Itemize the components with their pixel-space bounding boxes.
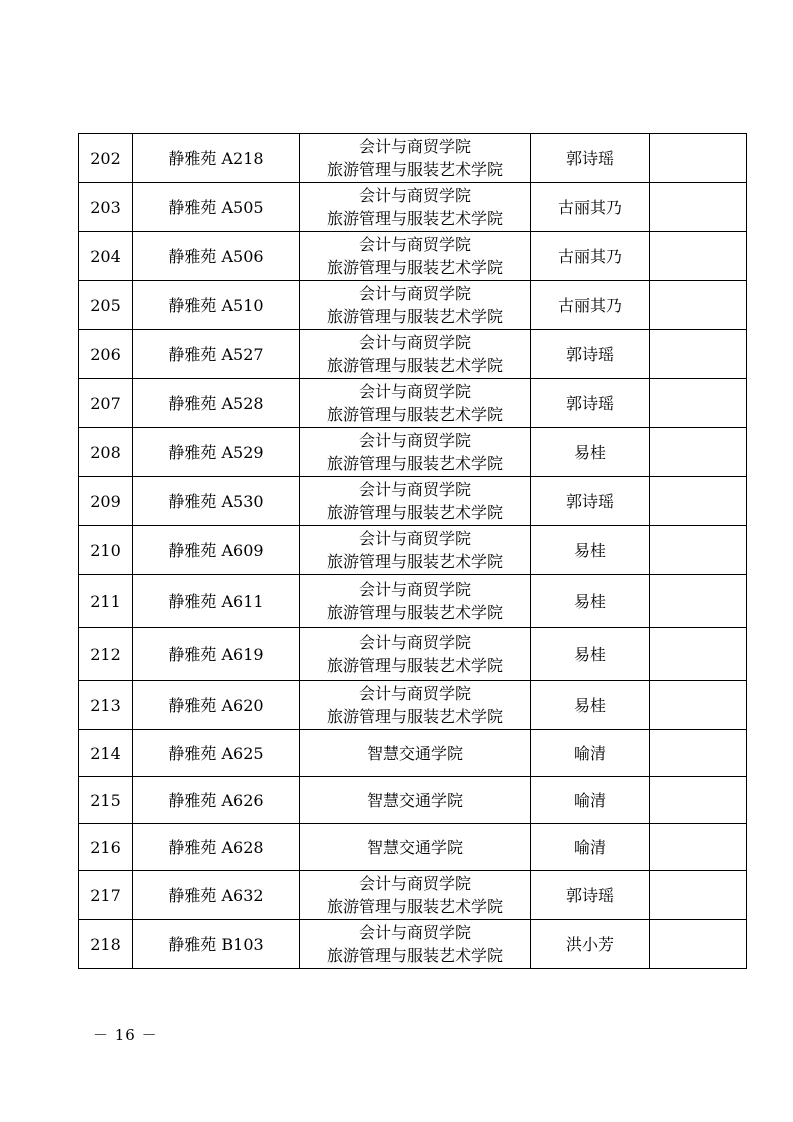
department-line: 会计与商贸学院 bbox=[358, 137, 471, 156]
department-line: 会计与商贸学院 bbox=[358, 874, 471, 893]
department-cell bbox=[300, 134, 531, 183]
department-line: 会计与商贸学院 bbox=[358, 923, 471, 942]
room-cell: 静雅苑 A626 bbox=[133, 777, 300, 824]
department-line: 旅游管理与服装艺术学院 bbox=[326, 503, 503, 522]
note-cell bbox=[650, 920, 747, 969]
dormitory-assignment-table bbox=[78, 133, 747, 969]
department-line: 智慧交通学院 bbox=[366, 790, 463, 810]
department-cell bbox=[300, 777, 531, 824]
room-cell: 静雅苑 A527 bbox=[133, 330, 300, 379]
person-cell: 古丽其乃 bbox=[531, 281, 650, 330]
table-row bbox=[79, 183, 747, 232]
row-number-cell: 206 bbox=[79, 330, 133, 379]
department-line: 旅游管理与服装艺术学院 bbox=[326, 552, 503, 571]
note-cell bbox=[650, 871, 747, 920]
row-number-cell: 204 bbox=[79, 232, 133, 281]
department-line: 旅游管理与服装艺术学院 bbox=[326, 603, 503, 622]
department-line: 旅游管理与服装艺术学院 bbox=[326, 258, 503, 277]
table-row bbox=[79, 730, 747, 777]
department-line: 会计与商贸学院 bbox=[358, 235, 471, 254]
person-cell: 喻清 bbox=[531, 824, 650, 871]
row-number-cell: 207 bbox=[79, 379, 133, 428]
room-cell: 静雅苑 A632 bbox=[133, 871, 300, 920]
note-cell bbox=[650, 628, 747, 681]
department-line: 旅游管理与服装艺术学院 bbox=[326, 356, 503, 375]
department-cell bbox=[300, 477, 531, 526]
row-number-cell: 203 bbox=[79, 183, 133, 232]
room-cell: 静雅苑 A510 bbox=[133, 281, 300, 330]
department-cell bbox=[300, 526, 531, 575]
department-line: 会计与商贸学院 bbox=[358, 186, 471, 205]
row-number-cell: 205 bbox=[79, 281, 133, 330]
row-number-cell: 218 bbox=[79, 920, 133, 969]
department-cell bbox=[300, 281, 531, 330]
department-line: 旅游管理与服装艺术学院 bbox=[326, 209, 503, 228]
note-cell bbox=[650, 777, 747, 824]
person-cell: 郭诗瑶 bbox=[531, 871, 650, 920]
room-cell: 静雅苑 A218 bbox=[133, 134, 300, 183]
room-cell: 静雅苑 A625 bbox=[133, 730, 300, 777]
department-cell bbox=[300, 575, 531, 628]
row-number-cell: 214 bbox=[79, 730, 133, 777]
department-line: 会计与商贸学院 bbox=[358, 431, 471, 450]
person-cell: 郭诗瑶 bbox=[531, 134, 650, 183]
table-body bbox=[79, 134, 747, 969]
note-cell bbox=[650, 526, 747, 575]
department-line: 会计与商贸学院 bbox=[358, 333, 471, 352]
row-number-cell: 213 bbox=[79, 681, 133, 730]
row-number-cell: 212 bbox=[79, 628, 133, 681]
department-cell bbox=[300, 330, 531, 379]
department-line: 会计与商贸学院 bbox=[358, 529, 471, 548]
person-cell: 易桂 bbox=[531, 575, 650, 628]
person-cell: 郭诗瑶 bbox=[531, 379, 650, 428]
table-row bbox=[79, 824, 747, 871]
table-row bbox=[79, 871, 747, 920]
department-cell bbox=[300, 628, 531, 681]
room-cell: 静雅苑 A611 bbox=[133, 575, 300, 628]
row-number-cell: 208 bbox=[79, 428, 133, 477]
department-cell bbox=[300, 681, 531, 730]
table-row bbox=[79, 428, 747, 477]
table-row bbox=[79, 477, 747, 526]
table-row bbox=[79, 134, 747, 183]
department-line: 旅游管理与服装艺术学院 bbox=[326, 707, 503, 726]
row-number-cell: 210 bbox=[79, 526, 133, 575]
department-cell bbox=[300, 730, 531, 777]
row-number-cell: 202 bbox=[79, 134, 133, 183]
row-number-cell: 217 bbox=[79, 871, 133, 920]
department-cell bbox=[300, 871, 531, 920]
note-cell bbox=[650, 134, 747, 183]
table-row bbox=[79, 232, 747, 281]
department-cell bbox=[300, 920, 531, 969]
department-line: 会计与商贸学院 bbox=[358, 633, 471, 652]
department-line: 会计与商贸学院 bbox=[358, 580, 471, 599]
department-line: 会计与商贸学院 bbox=[358, 382, 471, 401]
note-cell bbox=[650, 428, 747, 477]
department-cell bbox=[300, 428, 531, 477]
department-line: 旅游管理与服装艺术学院 bbox=[326, 897, 503, 916]
room-cell: 静雅苑 A628 bbox=[133, 824, 300, 871]
note-cell bbox=[650, 183, 747, 232]
row-number-cell: 215 bbox=[79, 777, 133, 824]
person-cell: 喻清 bbox=[531, 777, 650, 824]
note-cell bbox=[650, 477, 747, 526]
person-cell: 古丽其乃 bbox=[531, 232, 650, 281]
department-line: 旅游管理与服装艺术学院 bbox=[326, 656, 503, 675]
department-cell bbox=[300, 824, 531, 871]
table-row bbox=[79, 628, 747, 681]
note-cell bbox=[650, 281, 747, 330]
note-cell bbox=[650, 824, 747, 871]
person-cell: 古丽其乃 bbox=[531, 183, 650, 232]
table-row bbox=[79, 920, 747, 969]
row-number-cell: 209 bbox=[79, 477, 133, 526]
department-cell bbox=[300, 379, 531, 428]
department-line: 旅游管理与服装艺术学院 bbox=[326, 307, 503, 326]
room-cell: 静雅苑 A528 bbox=[133, 379, 300, 428]
page-number: － 16 － bbox=[93, 1026, 158, 1044]
room-cell: 静雅苑 A530 bbox=[133, 477, 300, 526]
person-cell: 易桂 bbox=[531, 428, 650, 477]
room-cell: 静雅苑 A505 bbox=[133, 183, 300, 232]
room-cell: 静雅苑 A529 bbox=[133, 428, 300, 477]
department-line: 旅游管理与服装艺术学院 bbox=[326, 946, 503, 965]
department-line: 会计与商贸学院 bbox=[358, 284, 471, 303]
department-line: 旅游管理与服装艺术学院 bbox=[326, 454, 503, 473]
person-cell: 洪小芳 bbox=[531, 920, 650, 969]
table-row bbox=[79, 330, 747, 379]
table-row bbox=[79, 575, 747, 628]
table-row bbox=[79, 681, 747, 730]
note-cell bbox=[650, 330, 747, 379]
note-cell bbox=[650, 730, 747, 777]
note-cell bbox=[650, 379, 747, 428]
person-cell: 易桂 bbox=[531, 628, 650, 681]
row-number-cell: 216 bbox=[79, 824, 133, 871]
room-cell: 静雅苑 A506 bbox=[133, 232, 300, 281]
person-cell: 郭诗瑶 bbox=[531, 330, 650, 379]
note-cell bbox=[650, 681, 747, 730]
table-row bbox=[79, 777, 747, 824]
row-number-cell: 211 bbox=[79, 575, 133, 628]
room-cell: 静雅苑 B103 bbox=[133, 920, 300, 969]
department-line: 智慧交通学院 bbox=[366, 837, 463, 857]
room-cell: 静雅苑 A609 bbox=[133, 526, 300, 575]
department-line: 旅游管理与服装艺术学院 bbox=[326, 160, 503, 179]
room-cell: 静雅苑 A620 bbox=[133, 681, 300, 730]
table-row bbox=[79, 526, 747, 575]
note-cell bbox=[650, 575, 747, 628]
department-line: 会计与商贸学院 bbox=[358, 480, 471, 499]
note-cell bbox=[650, 232, 747, 281]
department-cell bbox=[300, 232, 531, 281]
person-cell: 喻清 bbox=[531, 730, 650, 777]
table-row bbox=[79, 379, 747, 428]
department-line: 会计与商贸学院 bbox=[358, 684, 471, 703]
department-cell bbox=[300, 183, 531, 232]
person-cell: 易桂 bbox=[531, 526, 650, 575]
room-cell: 静雅苑 A619 bbox=[133, 628, 300, 681]
department-line: 旅游管理与服装艺术学院 bbox=[326, 405, 503, 424]
table-row bbox=[79, 281, 747, 330]
person-cell: 郭诗瑶 bbox=[531, 477, 650, 526]
department-line: 智慧交通学院 bbox=[366, 743, 463, 763]
person-cell: 易桂 bbox=[531, 681, 650, 730]
